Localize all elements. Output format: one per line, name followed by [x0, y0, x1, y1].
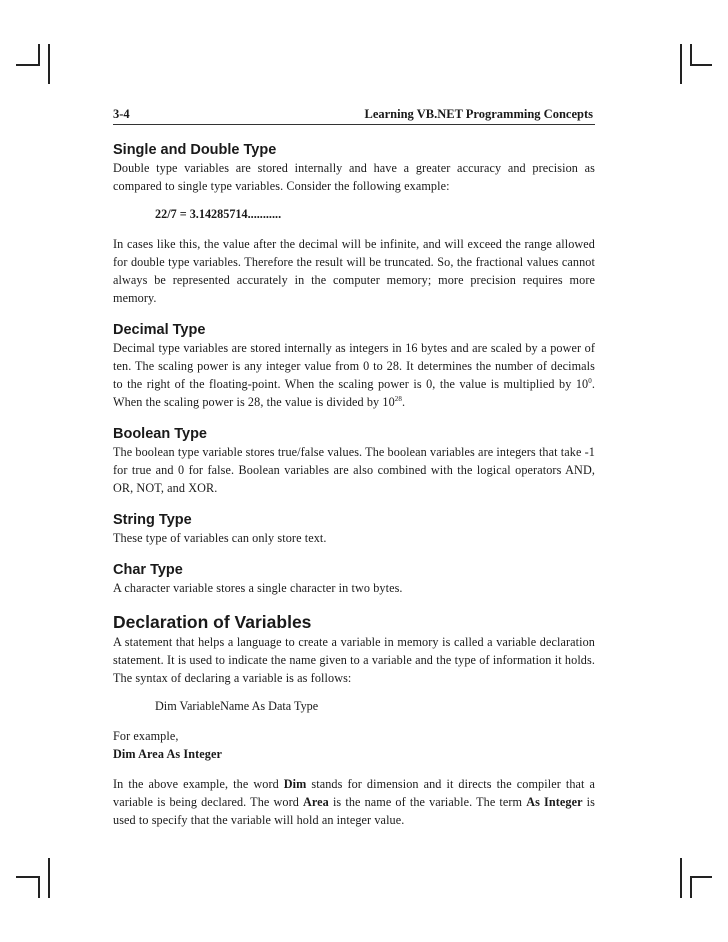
decimal-para-1: [113, 339, 595, 411]
crop-mark-tl-v1: [38, 44, 40, 66]
crop-mark-br-h: [690, 876, 712, 878]
running-header: [113, 104, 595, 125]
superscript-28: 28: [394, 394, 402, 403]
heading-single-double: Single and Double Type: [113, 142, 277, 158]
crop-mark-bl-v2: [48, 858, 50, 898]
example-division: 22/7 = 3.14285714...........: [155, 207, 282, 221]
crop-mark-tl-v2: [48, 44, 50, 84]
crop-mark-br-v2: [680, 858, 682, 898]
crop-mark-br-v1: [690, 876, 692, 898]
char-para-1: A character variable stores a single character in two bytes.: [113, 581, 403, 595]
heading-decimal: Decimal Type: [113, 322, 206, 338]
decimal-text-b: . When the scaling power is 28, the value is divided by 10: [113, 377, 595, 409]
heading-string: String Type: [113, 512, 192, 528]
keyword-dim: Dim: [283, 777, 307, 791]
string-para-1: These type of variables can only store text.: [113, 531, 327, 545]
superscript-0: 0: [588, 376, 592, 385]
crop-mark-tr-v1: [690, 44, 692, 66]
book-title: Learning VB.NET Programming Concepts: [364, 107, 593, 121]
heading-boolean: Boolean Type: [113, 426, 207, 442]
single-double-para-1: Double type variables are stored internally and have a greater accuracy and precision as compared to single type variables. Consider the following example:: [113, 161, 595, 193]
decimal-text-c: .: [402, 395, 406, 409]
crop-mark-tr-v2: [680, 44, 682, 84]
decl-text-e: is used to specify that the variable will hold an integer value.: [113, 795, 595, 827]
crop-mark-bl-v1: [38, 876, 40, 898]
heading-declaration: Declaration of Variables: [113, 612, 312, 632]
page-number: 3-4: [113, 107, 130, 121]
decimal-text-a: Decimal type variables are stored internally as integers in 16 bytes and are scaled by a power of ten. The scaling power is any integer value from 0 to 28. It determines the number of decimals to the right of the floating-point. When the scaling power is 0, the value is multiplied by 10: [113, 341, 595, 391]
keyword-area: Area: [302, 795, 329, 809]
declaration-para-1: A statement that helps a language to create a variable in memory is called a variable declaration statement. It is used to indicate the name given to a variable and the type of information it holds. The syntax of declaring a variable is as follows:: [113, 635, 595, 685]
crop-mark-bl-h: [16, 876, 38, 878]
boolean-para-1: The boolean type variable stores true/false values. The boolean variables are integers that take -1 for true and 0 for false. Boolean variables are also combined with the logical operators AND, OR, NOT, and XOR.: [113, 445, 595, 495]
keyword-as-integer: As Integer: [526, 795, 583, 809]
decl-text-a: In the above example, the word: [113, 777, 284, 791]
code-example: Dim Area As Integer: [113, 747, 222, 761]
syntax-line: Dim VariableName As Data Type: [155, 699, 319, 713]
heading-char: Char Type: [113, 562, 183, 578]
single-double-para-2: In cases like this, the value after the decimal will be infinite, and will exceed the range allowed for double type variables. Therefore the result will be truncated. So, the fractional values cannot always be represented accurately in the computer memory; more precision requires more memory.: [113, 237, 595, 305]
page-content: [113, 141, 595, 829]
declaration-para-2: [113, 775, 595, 829]
decl-text-d: is the name of the variable. The term: [328, 795, 527, 809]
decl-text-c: stands for dimension and it directs the compiler that a variable is being declared. The word: [113, 777, 595, 809]
for-example-label: For example,: [113, 729, 179, 743]
crop-mark-tr-h: [690, 64, 712, 66]
crop-mark-tl-h: [16, 64, 38, 66]
